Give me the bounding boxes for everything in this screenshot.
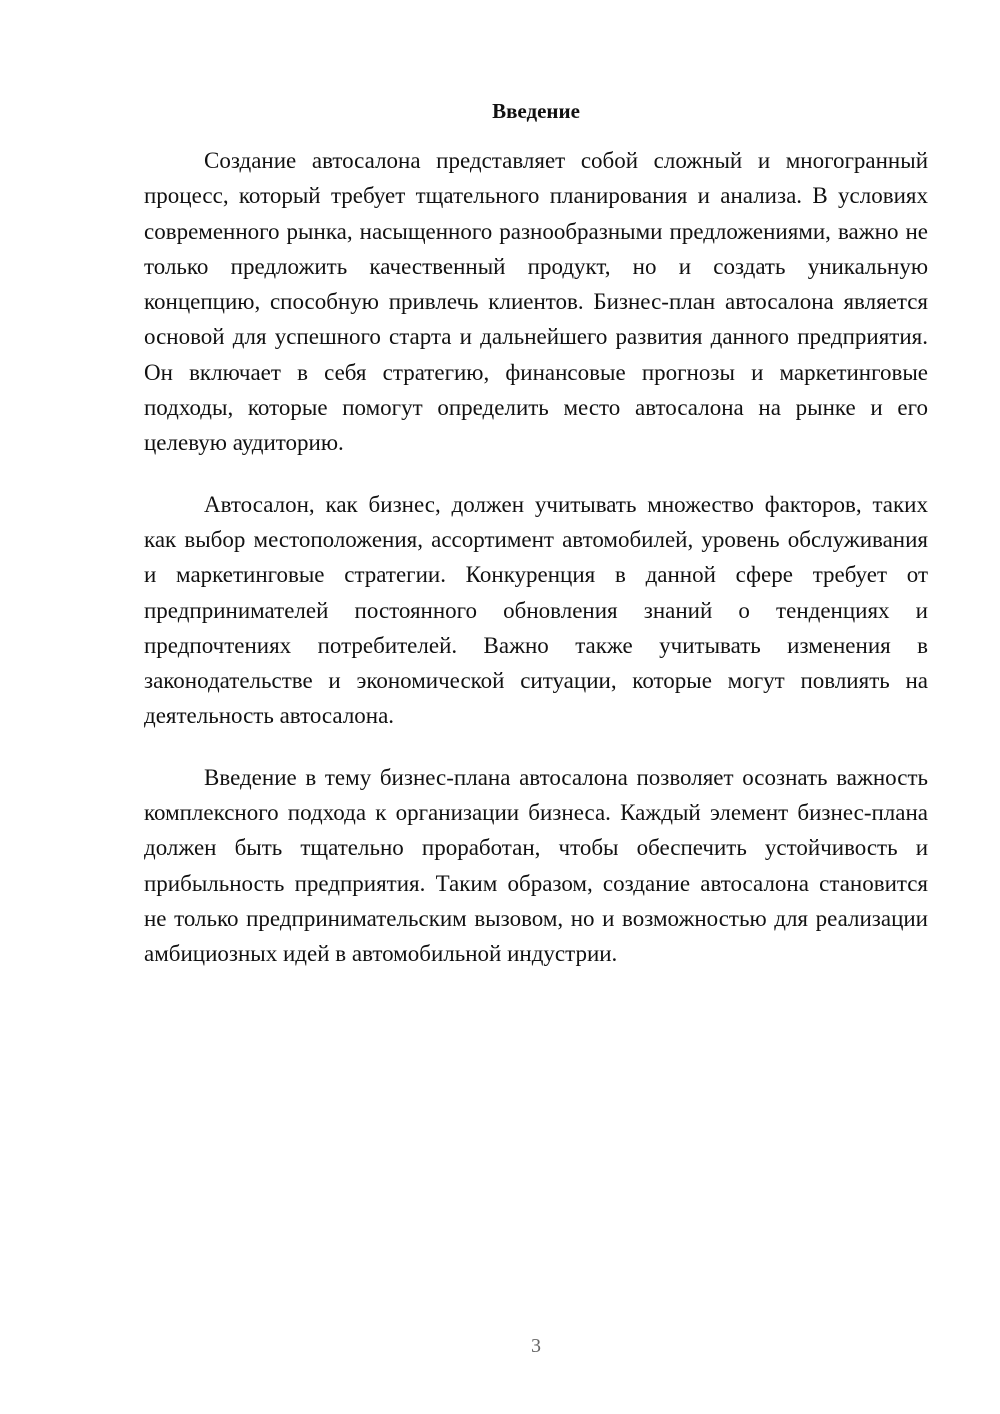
page-number: 3 xyxy=(531,1335,541,1357)
paragraph-3: Введение в тему бизнес-плана автосалона позволяет осознать важность комплексного подхода к организации бизнеса. Каждый элемент бизнес-плана должен быть тщательно проработан, чтобы обеспечить устойчивость и прибыльность предприятия. Таким образом, создание автосалона становится не только предпринимательским вызовом, но и возможностью для реализации амбициозных идей в автомобильной индустрии. xyxy=(144,764,928,967)
paragraph-2: Автосалон, как бизнес, должен учитывать множество факторов, таких как выбор местоположения, ассортимент автомобилей, уровень обслуживания и маркетинговые стратегии. Конкуренция в данной сфере требует от предпринимателей постоянного обновления знаний о тенденциях и предпочтениях потребителей. Важно также учитывать изменения в законодательстве и экономической ситуации, которые могут повлиять на деятельность автосалона. xyxy=(144,491,928,729)
page-title: Введение xyxy=(492,99,580,123)
document-body xyxy=(144,143,928,998)
paragraph-1: Создание автосалона представляет собой сложный и многогранный процесс, который требует тщательного планирования и анализа. В условиях современного рынка, насыщенного разнообразными предложениями, важно не только предложить качественный продукт, но и создать уникальную концепцию, способную привлечь клиентов. Бизнес-план автосалона является основой для успешного старта и дальнейшего развития данного предприятия. Он включает в себя стратегию, финансовые прогнозы и маркетинговые подходы, которые помогут определить место автосалона на рынке и его целевую аудиторию. xyxy=(144,148,928,456)
